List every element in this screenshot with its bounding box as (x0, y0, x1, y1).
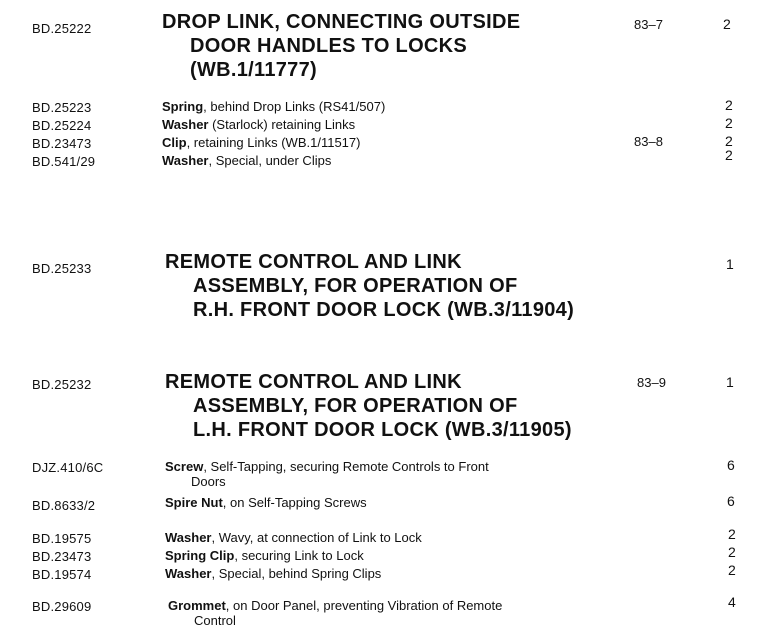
item-description (165, 459, 489, 489)
quantity: 1 (726, 374, 734, 390)
heading-line: DROP LINK, CONNECTING OUTSIDE (162, 11, 521, 33)
part-number: BD.25233 (32, 261, 92, 276)
item-continuation: Control (194, 613, 236, 628)
part-number: BD.19574 (32, 567, 92, 582)
item-text: , Self-Tapping, securing Remote Controls to Front (203, 459, 489, 474)
illustration-ref: 83–7 (634, 17, 663, 32)
part-number: BD.25224 (32, 118, 92, 133)
item-keyword: Spring Clip (165, 548, 235, 563)
item-description (165, 548, 364, 563)
part-number: DJZ.410/6C (32, 460, 104, 475)
item-keyword: Washer (162, 153, 209, 168)
item-text: , Special, under Clips (208, 153, 332, 168)
heading-line: REMOTE CONTROL AND LINK (165, 371, 462, 393)
item-keyword: Washer (162, 117, 209, 132)
item-keyword: Washer (165, 530, 212, 545)
item-text: , securing Link to Lock (234, 548, 364, 563)
quantity: 4 (728, 594, 736, 610)
part-number: BD.541/29 (32, 154, 96, 169)
part-number: BD.25223 (32, 100, 92, 115)
item-text: , Wavy, at connection of Link to Lock (211, 530, 422, 545)
item-keyword: Spire Nut (165, 495, 223, 510)
item-keyword: Screw (165, 459, 204, 474)
item-text: (Starlock) retaining Links (208, 117, 356, 132)
quantity: 6 (727, 493, 735, 509)
heading-line: REMOTE CONTROL AND LINK (165, 251, 462, 273)
quantity: 2 (723, 16, 731, 32)
item-description (165, 566, 381, 581)
item-description (168, 598, 502, 628)
item-keyword: Spring (162, 99, 204, 114)
section-heading (165, 370, 572, 442)
item-description (165, 530, 422, 545)
item-text: , on Self-Tapping Screws (222, 495, 367, 510)
item-description (162, 135, 360, 150)
item-text: , Special, behind Spring Clips (211, 566, 382, 581)
section-heading (165, 250, 574, 322)
heading-line: DOOR HANDLES TO LOCKS (190, 35, 468, 57)
item-description (162, 153, 331, 168)
part-number: BD.25232 (32, 377, 92, 392)
quantity: 2 (728, 544, 736, 560)
item-text: , on Door Panel, preventing Vibration of Remote (225, 598, 503, 613)
part-number: BD.23473 (32, 549, 92, 564)
item-description (162, 117, 355, 132)
part-number: BD.25222 (32, 21, 92, 36)
heading-line: (WB.1/11777) (190, 59, 317, 81)
item-description (165, 495, 367, 510)
part-number: BD.8633/2 (32, 498, 96, 513)
heading-line: ASSEMBLY, FOR OPERATION OF (193, 395, 518, 417)
part-number: BD.29609 (32, 599, 92, 614)
item-keyword: Washer (165, 566, 212, 581)
quantity: 1 (726, 256, 734, 272)
quantity: 2 (725, 133, 733, 149)
quantity: 2 (725, 147, 733, 163)
item-keyword: Grommet (168, 598, 226, 613)
heading-line: ASSEMBLY, FOR OPERATION OF (193, 275, 518, 297)
heading-line: L.H. FRONT DOOR LOCK (WB.3/11905) (193, 419, 572, 441)
item-description (162, 99, 385, 114)
quantity: 2 (725, 97, 733, 113)
heading-line: R.H. FRONT DOOR LOCK (WB.3/11904) (193, 299, 575, 321)
part-number: BD.23473 (32, 136, 92, 151)
part-number: BD.19575 (32, 531, 92, 546)
illustration-ref: 83–9 (637, 375, 666, 390)
illustration-ref: 83–8 (634, 134, 663, 149)
section-heading (162, 10, 520, 82)
quantity: 2 (728, 562, 736, 578)
item-continuation: Doors (191, 474, 226, 489)
quantity: 6 (727, 457, 735, 473)
quantity: 2 (725, 115, 733, 131)
quantity: 2 (728, 526, 736, 542)
item-text: , retaining Links (WB.1/11517) (186, 135, 361, 150)
item-text: , behind Drop Links (RS41/507) (203, 99, 386, 114)
item-keyword: Clip (162, 135, 187, 150)
